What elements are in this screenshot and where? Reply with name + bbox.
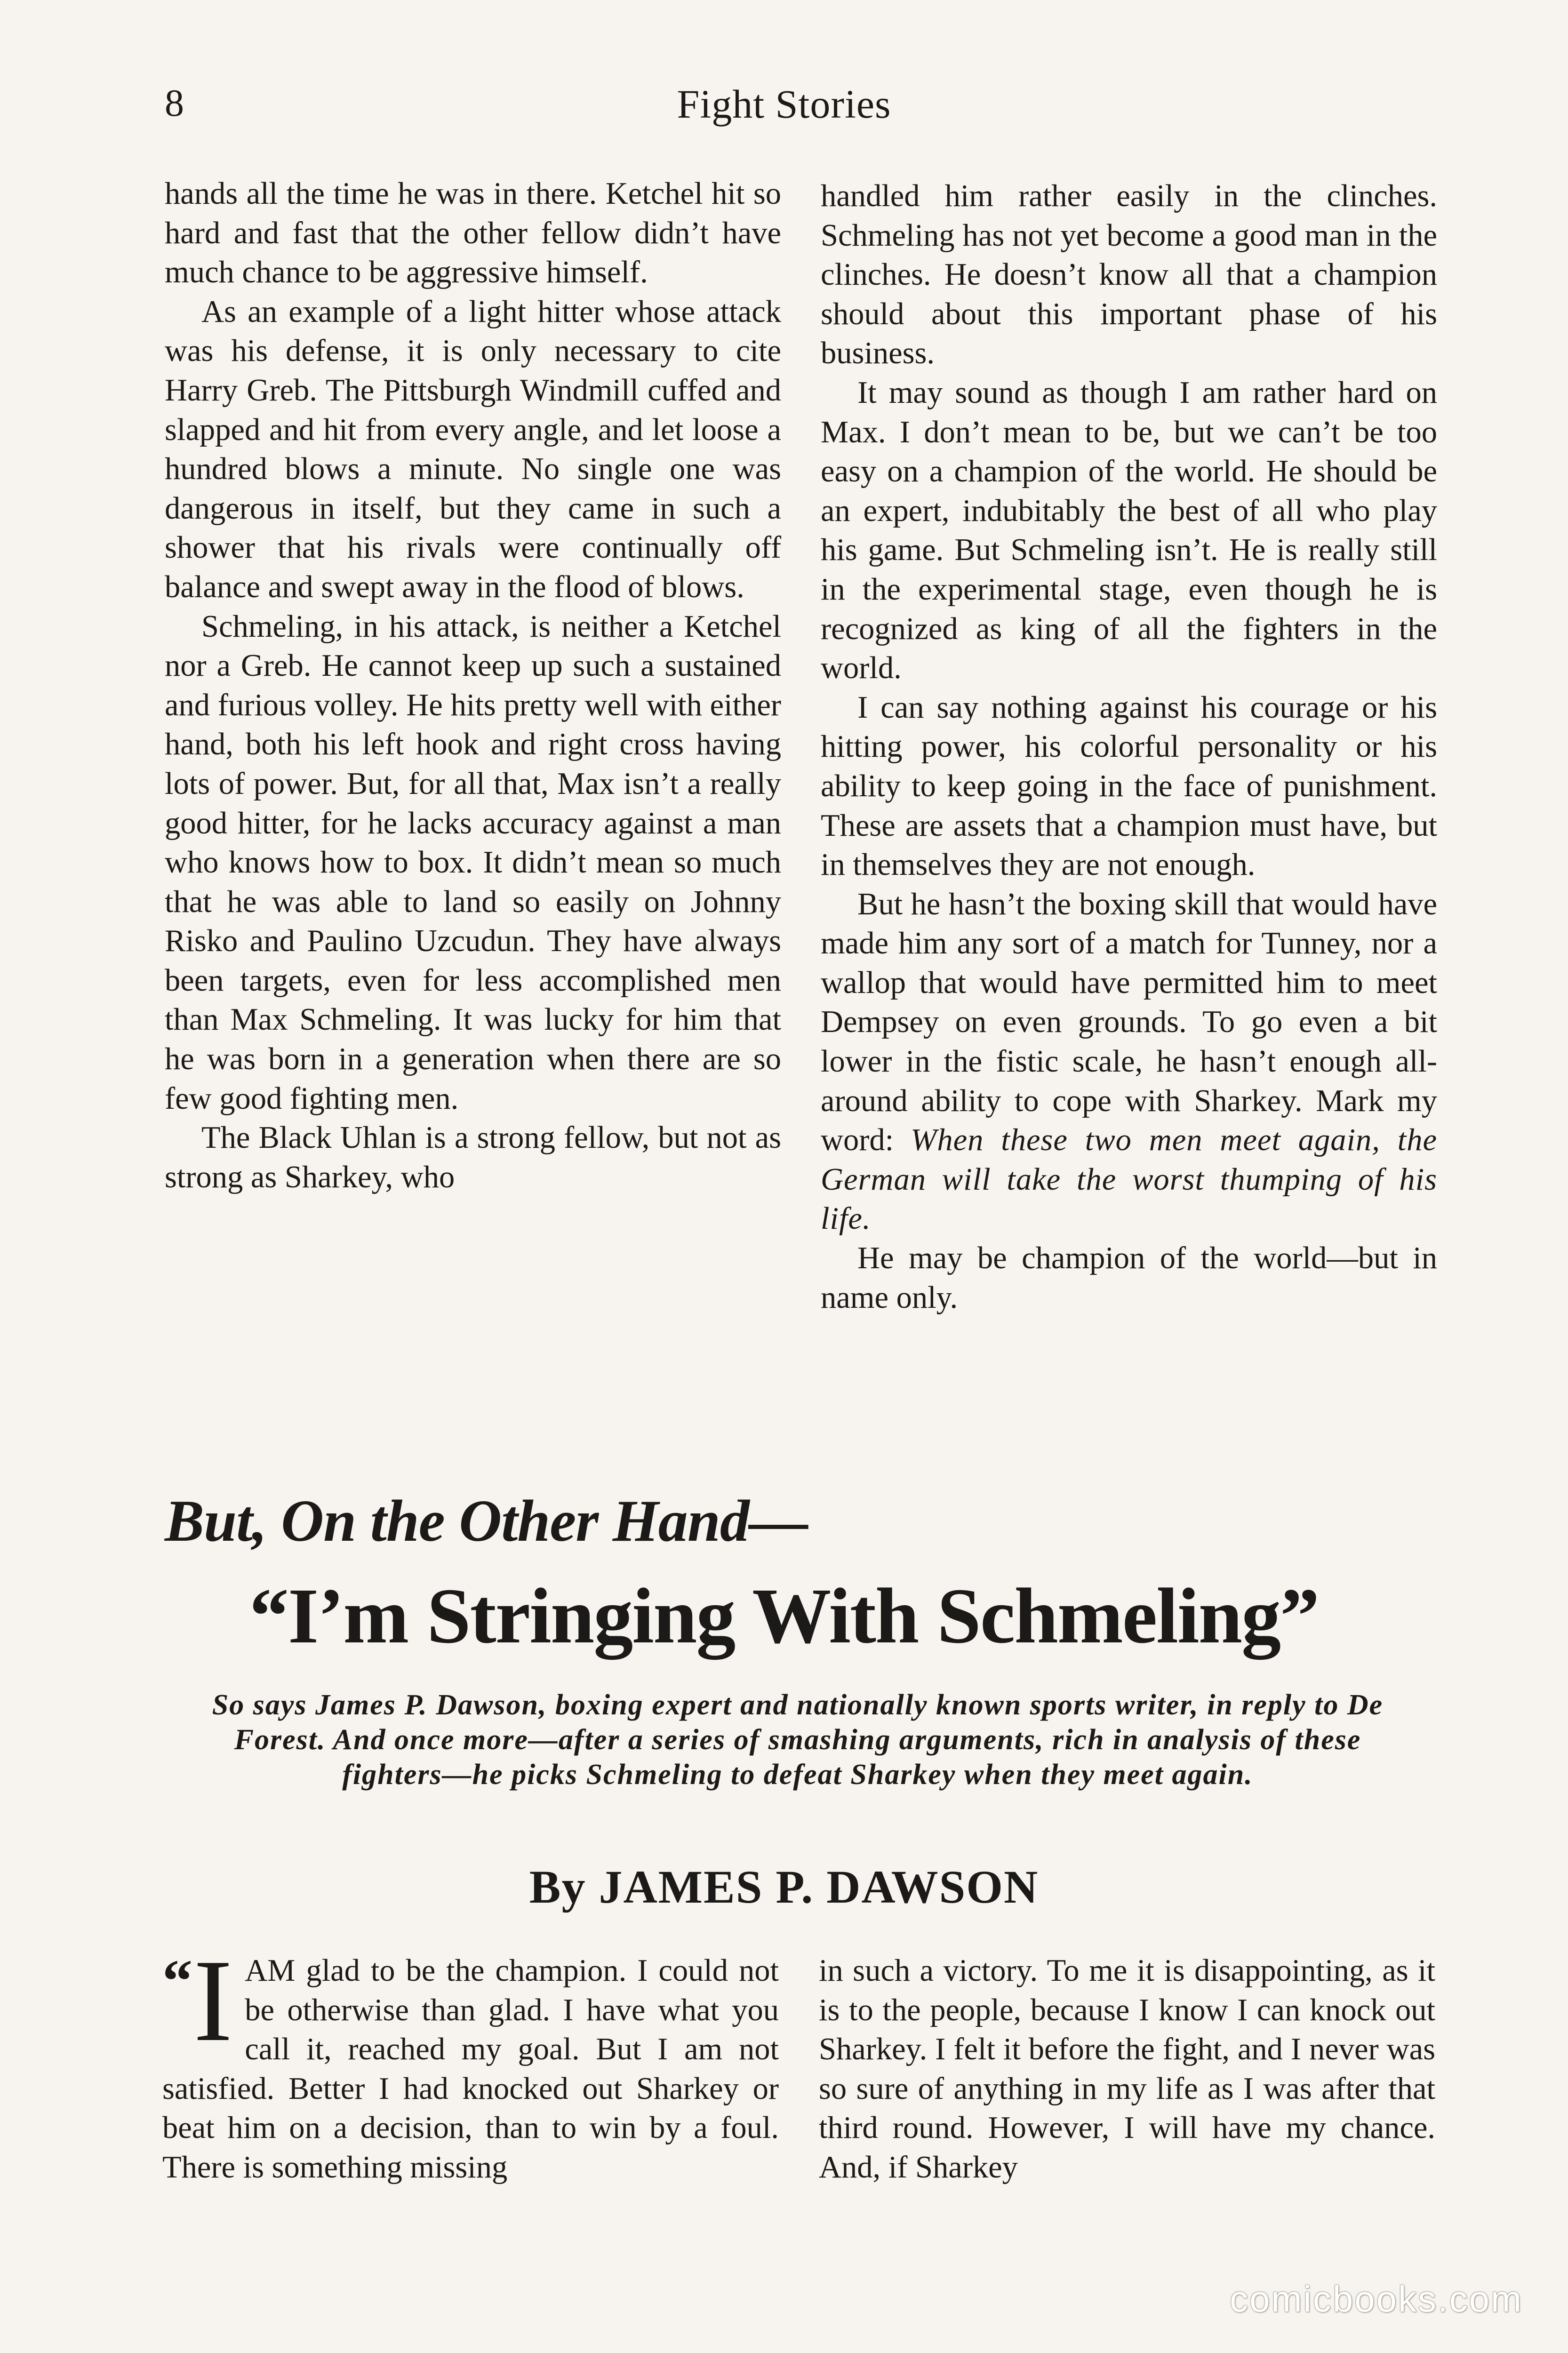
top-left-column [165, 174, 781, 1197]
paragraph: I can say nothing against his courage or his hitting power, his colorful personality or his ability to keep going in the face of punishment. These are assets that a champion must have, but in themselves they are not enough. [821, 690, 1437, 882]
opening-paragraph [162, 1936, 779, 2187]
bottom-left-column [162, 1936, 779, 2187]
paragraph-text: But he hasn’t the boxing skill that would have made him any sort of a match for Tunney, nor a wallop that would have permitted him to meet Dempsey on even grounds. To go even a bit lower in the fistic scale, he hasn’t enough all-around ability to cope with Sharkey. Mark my word: [821, 887, 1437, 1158]
article-kicker: But, On the Other Hand— [165, 1489, 808, 1554]
paragraph: It may sound as though I am rather hard on Max. I don’t mean to be, but we can’t be too easy on a champion of the world. He should be an expert, indubitably the best of all who play his game. But Schmeling isn’t. He is really still in the experimental stage, even though he is recognized as king of all the fighters in the world. [821, 375, 1437, 686]
drop-cap-letter: I [193, 1936, 233, 2066]
top-right-column [821, 176, 1437, 1317]
paragraph: hands all the time he was in there. Ketchel hit so hard and fast that the other fellow didn’t have much chance to be aggressive himself. [165, 176, 781, 290]
article-deck: So says James P. Dawson, boxing expert and nationally known sports writer, in reply to De Forest. And once more—after a series of smashing arguments, rich in analysis of these fighters—he picks Schmeling to defeat Sharkey when they meet again. [212, 1689, 1384, 1791]
page-number: 8 [165, 81, 184, 124]
running-title: Fight Stories [677, 81, 891, 127]
drop-cap-quote: “ [162, 1947, 192, 2014]
emphasized-prediction: When these two men meet again, the German will take the worst thumping of his life. [821, 1123, 1437, 1236]
article-headline: “I’m Stringing With Schmeling” [249, 1572, 1319, 1660]
watermark: comicbooks.com [1230, 2278, 1523, 2320]
drop-cap [162, 1936, 233, 2066]
paragraph: Schmeling, in his attack, is neither a Ketchel nor a Greb. He cannot keep up such a sustained and furious volley. He hits pretty well with either hand, both his left hook and right cross having lots of power. But, for all that, Max isn’t a really good hitter, for he lacks accuracy against a man who knows how to box. It didn’t mean so much that he was able to land so easily on Johnny Risko and Paulino Uzcudun. They have always been targets, even for less accomplished men than Max Schmeling. It was lucky for him that he was born in a generation when there are so few good fighting men. [165, 609, 781, 1116]
paragraph: The Black Uhlan is a strong fellow, but not as strong as Sharkey, who [165, 1120, 781, 1194]
paragraph [821, 885, 1437, 1239]
bottom-right-column [819, 1951, 1435, 2187]
paragraph-text: AM glad to be the champion. I could not be otherwise than glad. I have what you call it, reached my goal. But I am not satisfied. Better I had knocked out Sharkey or beat him on a decision, than to win by a foul. There is something missing [162, 1953, 779, 2185]
article-byline: By JAMES P. DAWSON [529, 1861, 1039, 1913]
paragraph: handled him rather easily in the clinches. Schmeling has not yet become a good man in the clinches. He doesn’t know all that a champion should about this important phase of his business. [821, 179, 1437, 371]
paragraph: He may be champion of the world—but in name only. [821, 1241, 1437, 1315]
paragraph: As an example of a light hitter whose attack was his defense, it is only necessary to cite Harry Greb. The Pittsburgh Windmill cuffed and slapped and hit from every angle, and let loose a hundred blows a minute. No single one was dangerous in itself, but they came in such a shower that his rivals were continually off balance and swept away in the flood of blows. [165, 294, 781, 604]
paragraph: in such a victory. To me it is disappointing, as it is to the people, because I know I can knock out Sharkey. I felt it before the fight, and I never was so sure of anything in my life as I was after that third round. However, I will have my chance. And, if Sharkey [819, 1953, 1435, 2185]
